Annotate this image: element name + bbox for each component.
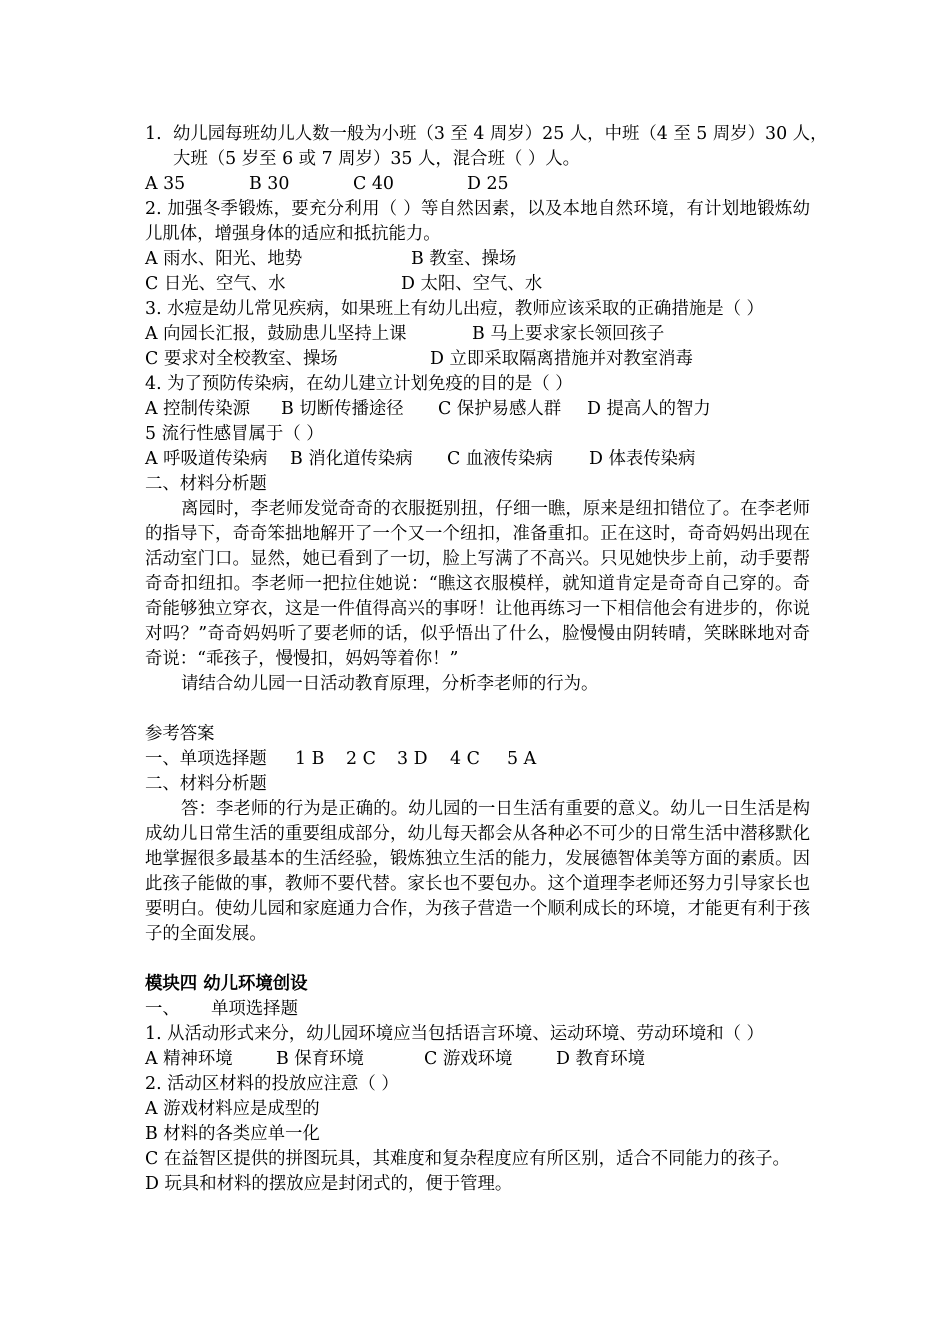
module-section-heading [145,997,810,1022]
option-c: C 在益智区提供的拼图玩具，其难度和复杂程度应有所区别，适合不同能力的孩子。 [145,1149,790,1169]
question-2-options-row-1 [145,247,810,272]
answer-item: 1 B [295,749,325,769]
answers-title: 参考答案 [145,724,215,744]
option-c: C 游戏环境 [424,1049,513,1069]
answers-section-2-label: 二、材料分析题 [145,774,267,794]
option-a: A 呼吸道传染病 [145,449,268,469]
question-1-options [145,172,810,197]
question-text: 幼儿园每班幼儿人数一般为小班（3 至 4 周岁）25 人，中班（4 至 5 周岁）30 人， [173,124,828,144]
option-b: B 消化道传染病 [290,449,413,469]
question-3-text: 3. 水痘是幼儿常见疾病，如果班上有幼儿出痘，教师应该采取的正确措施是（ ） [145,299,764,319]
question-4-text: 4. 为了预防传染病，在幼儿建立计划免疫的目的是（ ） [145,374,573,394]
option-b: B 材料的各类应单一化 [145,1124,320,1144]
option-b: B 马上要求家长领回孩子 [472,324,665,344]
module-title: 模块四 幼儿环境创设 [145,974,308,994]
option-a: A 控制传染源 [145,399,251,419]
answers-section-1-label: 一、单项选择题 [145,749,267,769]
spacer [145,697,810,722]
option-d: D 玩具和材料的摆放应是封闭式的，便于管理。 [145,1174,513,1194]
question-2-text: 2. 加强冬季锻炼，要充分利用（ ）等自然因素，以及本地自然环境，有计划地锻炼幼儿肌体，增强身体的适应和抵抗能力。 [145,199,810,244]
question-4-options [145,397,810,422]
section-number: 一、 [145,999,180,1019]
question-text-continued: 大班（5 岁至 6 或 7 周岁）35 人，混合班（ ）人。 [173,149,581,169]
module-question-1-text: 1. 从活动形式来分，幼儿园环境应当包括语言环境、运动环境、劳动环境和（ ） [145,1024,764,1044]
option-d: D 太阳、空气、水 [401,274,543,294]
question-3-options-row-2 [145,347,810,372]
option-d: D 体表传染病 [589,449,696,469]
option-d: D 25 [467,174,509,194]
option-a: A 雨水、阳光、地势 [145,249,303,269]
section-heading: 二、材料分析题 [145,474,267,494]
option-c: C 日光、空气、水 [145,274,286,294]
spacer [145,947,810,972]
question-5-text: 5 流行性感冒属于（ ） [145,424,324,444]
option-d: D 教育环境 [556,1049,646,1069]
material-paragraph: 离园时，李老师发觉奇奇的衣服挺别扭，仔细一瞧，原来是纽扣错位了。在李老师的指导下，奇奇笨拙地解开了一个又一个纽扣，准备重扣。正在这时，奇奇妈妈出现在活动室门口。显然，她已看到了一切，脸上写满了不高兴。只见她快步上前，动手要帮奇奇扣纽扣。李老师一把拉住她说：“瞧这衣服模样，就知道肯定是奇奇自己穿的。奇奇能够独立穿衣，这是一件值得高兴的事呀！让他再练习一下相信他会有进步的，你说对吗？”奇奇妈妈听了要老师的话，似乎悟出了什么，脸慢慢由阴转晴，笑眯眯地对奇奇说：“乖孩子，慢慢扣，妈妈等着你！” [145,499,810,669]
option-b: B 保育环境 [276,1049,364,1069]
option-d: D 立即采取隔离措施并对教室消毒 [430,349,693,369]
option-a: A 向园长汇报，鼓励患儿坚持上课 [145,324,407,344]
option-c: C 血液传染病 [447,449,553,469]
question-3-options-row-1 [145,322,810,347]
module-question-1-options [145,1047,810,1072]
answer-item: 4 C [450,749,480,769]
option-a: A 35 [145,174,186,194]
answer-paragraph: 答：李老师的行为是正确的。幼儿园的一日生活有重要的意义。幼儿一日生活是构成幼儿日常生活的重要组成部分，幼儿每天都会从各种必不可少的日常生活中潜移默化地掌握很多最基本的生活经验，锻炼独立生活的能力，发展德智体美等方面的素质。因此孩子能做的事，教师不要代替。家长也不要包办。这个道理李老师还努力引导家长也要明白。使幼儿园和家庭通力合作，为孩子营造一个顺利成长的环境，才能更有利于孩子的全面发展。 [145,799,810,944]
option-b: B 教室、操场 [411,249,517,269]
option-c: C 要求对全校教室、操场 [145,349,338,369]
option-a: A 游戏材料应是成型的 [145,1099,320,1119]
question-number: 1. [145,124,162,144]
option-c: C 保护易感人群 [438,399,562,419]
option-d: D 提高人的智力 [587,399,711,419]
option-b: B 30 [249,174,290,194]
material-question: 请结合幼儿园一日活动教育原理，分析李老师的行为。 [181,674,599,694]
question-5-options [145,447,810,472]
question-1 [145,122,828,147]
question-2-options-row-2 [145,272,810,297]
answer-item: 2 C [346,749,376,769]
answers-section-1 [145,747,810,772]
module-question-2-text: 2. 活动区材料的投放应注意（ ） [145,1074,399,1094]
option-a: A 精神环境 [145,1049,233,1069]
answer-item: 5 A [507,749,537,769]
answer-item: 3 D [397,749,428,769]
option-c: C 40 [353,174,394,194]
section-label: 单项选择题 [211,999,298,1019]
option-b: B 切断传播途径 [281,399,404,419]
